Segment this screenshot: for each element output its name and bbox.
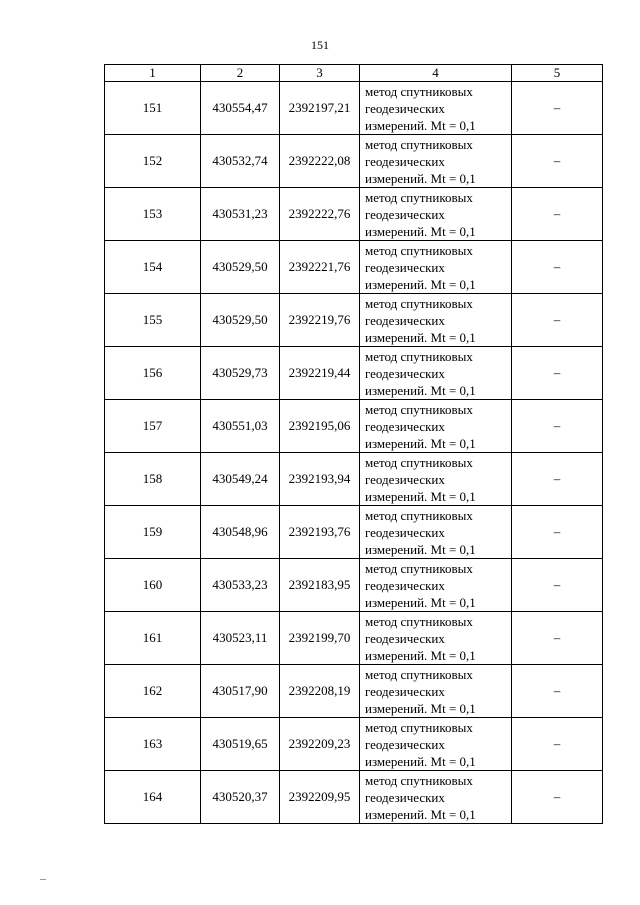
table-row [105,612,603,665]
method-line: измерений. Mt = 0,1 [365,276,476,292]
method-line: геодезических [365,100,445,116]
method-cell [360,506,512,559]
method-cell [360,241,512,294]
method-line: метод спутниковых [365,719,473,735]
method-line: метод спутниковых [365,136,473,152]
method-line: измерений. Mt = 0,1 [365,223,476,239]
point-number-cell: 155 [105,294,201,347]
point-number-cell: 160 [105,559,201,612]
table-row [105,347,603,400]
method-cell [360,82,512,135]
point-number-cell: 164 [105,771,201,824]
x-coordinate-cell: 430529,73 [201,347,280,400]
point-number-cell: 151 [105,82,201,135]
note-cell: – [512,559,603,612]
y-coordinate-cell: 2392193,76 [280,506,360,559]
note-cell: – [512,347,603,400]
table-row [105,453,603,506]
table-row [105,135,603,188]
note-cell: – [512,665,603,718]
method-line: геодезических [365,312,445,328]
y-coordinate-cell: 2392221,76 [280,241,360,294]
y-coordinate-cell: 2392219,76 [280,294,360,347]
table-row [105,400,603,453]
method-cell [360,135,512,188]
note-cell: – [512,612,603,665]
coordinates-table [104,64,603,824]
x-coordinate-cell: 430519,65 [201,718,280,771]
method-line: измерений. Mt = 0,1 [365,700,476,716]
method-line: геодезических [365,259,445,275]
page-number: 151 [311,38,329,52]
table-row [105,82,603,135]
method-line: геодезических [365,683,445,699]
table-row [105,188,603,241]
method-cell [360,347,512,400]
method-line: измерений. Mt = 0,1 [365,541,476,557]
method-line: метод спутниковых [365,295,473,311]
column-header: 2 [201,65,280,82]
method-line: метод спутниковых [365,666,473,682]
point-number-cell: 158 [105,453,201,506]
table-row [105,665,603,718]
method-line: геодезических [365,524,445,540]
point-number-cell: 153 [105,188,201,241]
method-line: метод спутниковых [365,348,473,364]
method-line: метод спутниковых [365,242,473,258]
note-cell: – [512,82,603,135]
table-row [105,718,603,771]
point-number-cell: 159 [105,506,201,559]
method-line: метод спутниковых [365,401,473,417]
y-coordinate-cell: 2392197,21 [280,82,360,135]
method-line: измерений. Mt = 0,1 [365,647,476,663]
method-line: метод спутниковых [365,454,473,470]
y-coordinate-cell: 2392209,95 [280,771,360,824]
x-coordinate-cell: 430533,23 [201,559,280,612]
note-cell: – [512,188,603,241]
method-line: геодезических [365,153,445,169]
x-coordinate-cell: 430523,11 [201,612,280,665]
method-line: геодезических [365,630,445,646]
method-line: измерений. Mt = 0,1 [365,329,476,345]
point-number-cell: 163 [105,718,201,771]
method-cell [360,718,512,771]
method-line: геодезических [365,736,445,752]
point-number-cell: 162 [105,665,201,718]
method-line: метод спутниковых [365,83,473,99]
note-cell: – [512,294,603,347]
y-coordinate-cell: 2392222,76 [280,188,360,241]
method-cell [360,453,512,506]
note-cell: – [512,453,603,506]
point-number-cell: 161 [105,612,201,665]
x-coordinate-cell: 430529,50 [201,241,280,294]
y-coordinate-cell: 2392183,95 [280,559,360,612]
table-row [105,294,603,347]
y-coordinate-cell: 2392195,06 [280,400,360,453]
table-row [105,771,603,824]
x-coordinate-cell: 430520,37 [201,771,280,824]
method-line: геодезических [365,206,445,222]
method-cell [360,771,512,824]
x-coordinate-cell: 430551,03 [201,400,280,453]
note-cell: – [512,400,603,453]
x-coordinate-cell: 430549,24 [201,453,280,506]
x-coordinate-cell: 430529,50 [201,294,280,347]
method-line: измерений. Mt = 0,1 [365,753,476,769]
point-number-cell: 157 [105,400,201,453]
y-coordinate-cell: 2392222,08 [280,135,360,188]
method-line: метод спутниковых [365,189,473,205]
note-cell: – [512,771,603,824]
y-coordinate-cell: 2392219,44 [280,347,360,400]
note-cell: – [512,241,603,294]
note-cell: – [512,718,603,771]
method-line: измерений. Mt = 0,1 [365,435,476,451]
note-cell: – [512,135,603,188]
y-coordinate-cell: 2392193,94 [280,453,360,506]
column-header: 3 [280,65,360,82]
y-coordinate-cell: 2392208,19 [280,665,360,718]
method-cell [360,400,512,453]
method-line: геодезических [365,577,445,593]
x-coordinate-cell: 430531,23 [201,188,280,241]
table-header-row [105,65,603,82]
column-header: 5 [512,65,603,82]
y-coordinate-cell: 2392199,70 [280,612,360,665]
point-number-cell: 156 [105,347,201,400]
x-coordinate-cell: 430532,74 [201,135,280,188]
method-line: геодезических [365,365,445,381]
method-cell [360,612,512,665]
method-cell [360,294,512,347]
method-line: измерений. Mt = 0,1 [365,488,476,504]
method-line: геодезических [365,789,445,805]
method-line: метод спутниковых [365,507,473,523]
method-cell [360,559,512,612]
table-row [105,506,603,559]
method-line: геодезических [365,471,445,487]
method-line: измерений. Mt = 0,1 [365,806,476,822]
column-header: 4 [360,65,512,82]
note-cell: – [512,506,603,559]
method-line: геодезических [365,418,445,434]
table-row [105,559,603,612]
x-coordinate-cell: 430554,47 [201,82,280,135]
method-line: метод спутниковых [365,560,473,576]
method-line: метод спутниковых [365,613,473,629]
point-number-cell: 152 [105,135,201,188]
method-cell [360,188,512,241]
point-number-cell: 154 [105,241,201,294]
method-line: измерений. Mt = 0,1 [365,117,476,133]
method-line: измерений. Mt = 0,1 [365,594,476,610]
method-line: измерений. Mt = 0,1 [365,382,476,398]
x-coordinate-cell: 430548,96 [201,506,280,559]
method-cell [360,665,512,718]
scan-mark [40,879,46,880]
y-coordinate-cell: 2392209,23 [280,718,360,771]
table-row [105,241,603,294]
method-line: измерений. Mt = 0,1 [365,170,476,186]
column-header: 1 [105,65,201,82]
x-coordinate-cell: 430517,90 [201,665,280,718]
method-line: метод спутниковых [365,772,473,788]
